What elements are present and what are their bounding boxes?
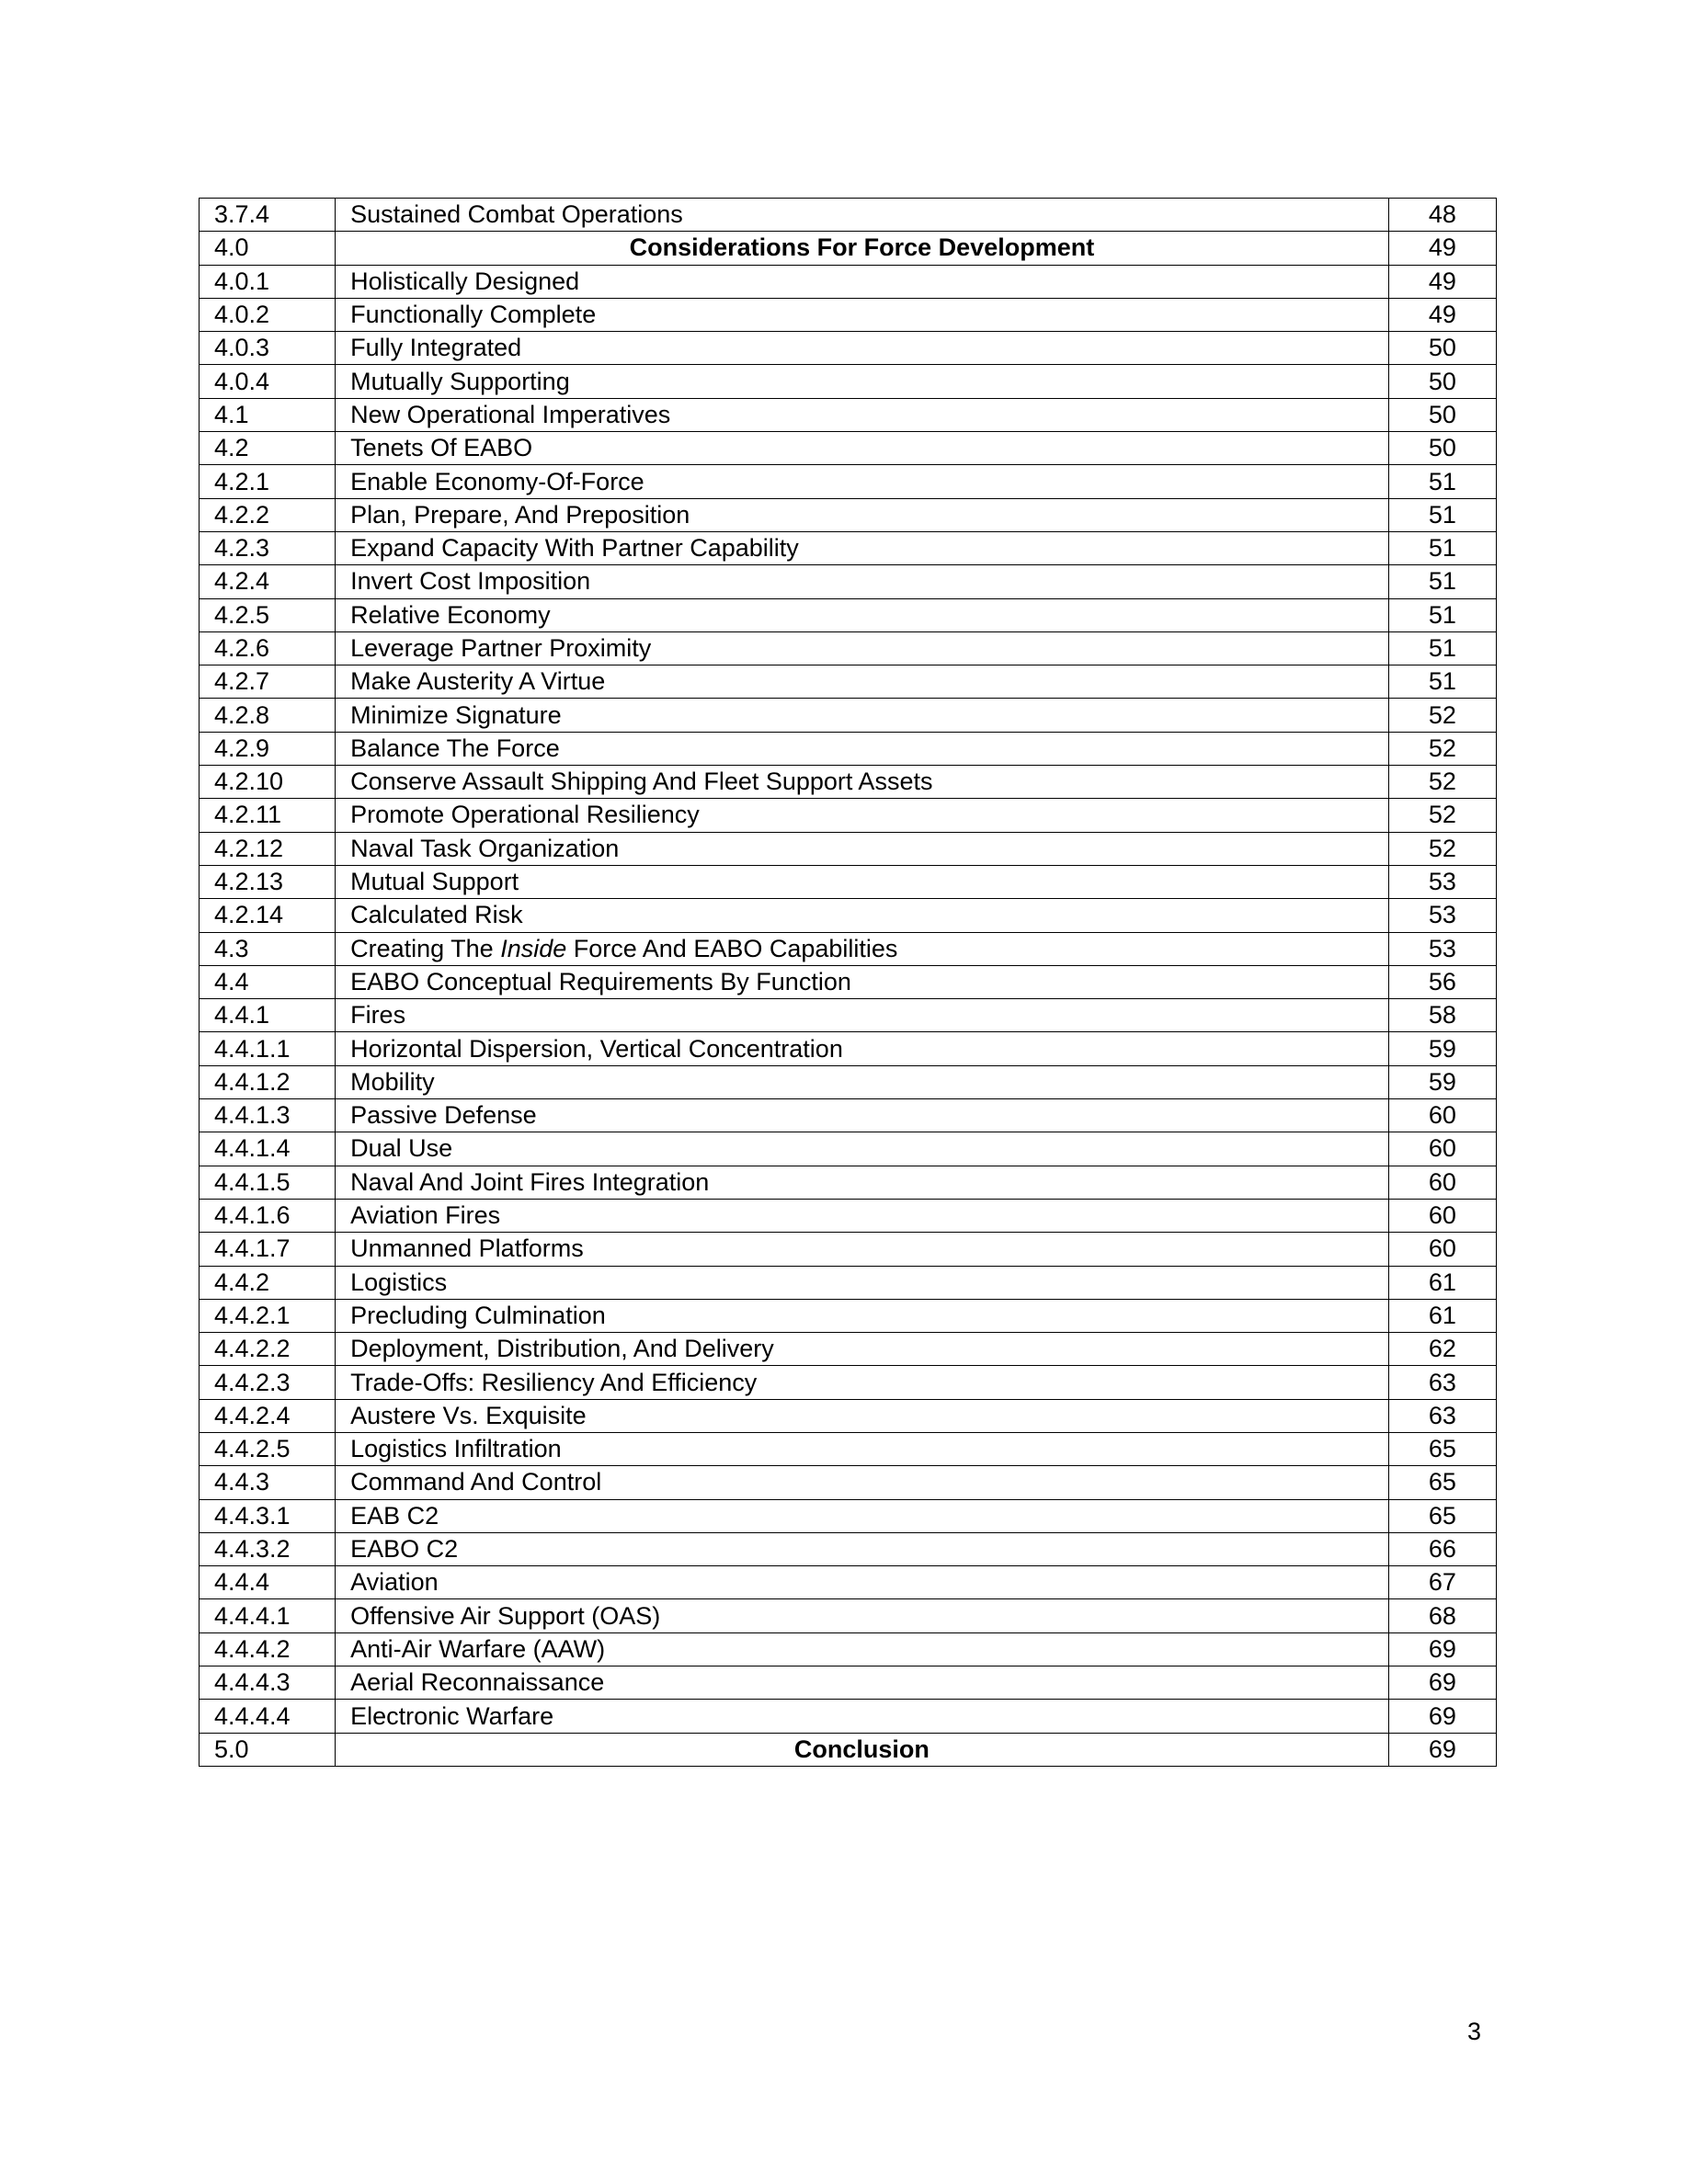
section-number: 4.2.1 [200, 465, 336, 498]
section-number: 4.4.4.4 [200, 1700, 336, 1733]
section-title [336, 865, 1389, 898]
title-text-start: Naval And Joint Fires Integration [350, 1167, 710, 1196]
toc-row [200, 432, 1497, 465]
toc-row [200, 565, 1497, 598]
page-reference: 68 [1388, 1599, 1496, 1632]
toc-row [200, 1599, 1497, 1632]
section-number: 4.4.1.2 [200, 1065, 336, 1098]
title-text-start: Balance The Force [350, 734, 560, 762]
section-title [336, 598, 1389, 631]
title-text-start: Minimize Signature [350, 700, 562, 729]
toc-row [200, 832, 1497, 865]
page-reference: 61 [1388, 1266, 1496, 1299]
toc-row [200, 332, 1497, 365]
toc-row [200, 1099, 1497, 1132]
toc-row [200, 265, 1497, 298]
section-number: 4.4 [200, 965, 336, 998]
title-text-start: Leverage Partner Proximity [350, 634, 652, 662]
title-text-start: Anti-Air Warfare (AAW) [350, 1634, 606, 1663]
section-number: 4.4.2.1 [200, 1299, 336, 1332]
section-title [336, 1566, 1389, 1599]
page-reference: 52 [1388, 699, 1496, 732]
section-title [336, 631, 1389, 665]
title-text-start: Functionally Complete [350, 301, 597, 329]
section-number: 4.4.3 [200, 1466, 336, 1499]
section-title [336, 1099, 1389, 1132]
page-reference: 69 [1388, 1700, 1496, 1733]
title-text-start: Aviation [350, 1568, 439, 1597]
toc-row [200, 1733, 1497, 1766]
section-title [336, 1432, 1389, 1465]
section-number: 4.4.1.4 [200, 1132, 336, 1166]
title-text-start: Unmanned Platforms [350, 1234, 584, 1263]
section-number: 4.4.2.4 [200, 1399, 336, 1432]
toc-row [200, 232, 1497, 265]
section-title [336, 1166, 1389, 1199]
toc-row [200, 365, 1497, 398]
toc-row [200, 465, 1497, 498]
page-reference: 69 [1388, 1666, 1496, 1700]
title-text-start: EABO C2 [350, 1535, 459, 1564]
title-text-start: Mobility [350, 1067, 435, 1096]
section-number: 4.3 [200, 932, 336, 965]
section-number: 4.4.1.6 [200, 1199, 336, 1232]
page-number: 3 [1467, 2018, 1482, 2045]
section-title [336, 732, 1389, 765]
toc-row [200, 531, 1497, 564]
title-text-end: Force And EABO Capabilities [566, 934, 898, 962]
title-text-start: Passive Defense [350, 1101, 537, 1130]
toc-row [200, 1166, 1497, 1199]
toc-row [200, 1632, 1497, 1666]
section-title [336, 565, 1389, 598]
section-number: 3.7.4 [200, 199, 336, 232]
section-number: 4.2.2 [200, 498, 336, 531]
title-text-start: Calculated Risk [350, 901, 523, 929]
title-text-start: New Operational Imperatives [350, 400, 671, 428]
toc-row [200, 965, 1497, 998]
section-number: 4.2.7 [200, 665, 336, 699]
title-text-start: Logistics Infiltration [350, 1435, 562, 1463]
page-reference: 52 [1388, 832, 1496, 865]
toc-row [200, 1266, 1497, 1299]
section-number: 4.4.1 [200, 999, 336, 1032]
page-reference: 59 [1388, 1032, 1496, 1065]
page-reference: 65 [1388, 1466, 1496, 1499]
section-title [336, 1499, 1389, 1532]
toc-row [200, 1532, 1497, 1565]
page-reference: 50 [1388, 332, 1496, 365]
page-reference: 53 [1388, 932, 1496, 965]
section-title [336, 1299, 1389, 1332]
page-reference: 49 [1388, 232, 1496, 265]
title-text-italic: Inside [500, 934, 567, 962]
title-text-start: Holistically Designed [350, 267, 580, 295]
title-text-start: Sustained Combat Operations [350, 200, 683, 229]
toc-row [200, 1199, 1497, 1232]
page-reference: 61 [1388, 1299, 1496, 1332]
page-reference: 65 [1388, 1499, 1496, 1532]
section-title [336, 398, 1389, 431]
section-title [336, 1399, 1389, 1432]
toc-row [200, 298, 1497, 331]
page-reference: 60 [1388, 1233, 1496, 1266]
page-reference: 52 [1388, 766, 1496, 799]
toc-row [200, 699, 1497, 732]
page-reference: 60 [1388, 1166, 1496, 1199]
toc-row [200, 999, 1497, 1032]
title-text-start: Aerial Reconnaissance [350, 1668, 605, 1697]
section-title [336, 1733, 1389, 1766]
section-title [336, 498, 1389, 531]
toc-row [200, 1566, 1497, 1599]
page-reference: 50 [1388, 432, 1496, 465]
section-number: 4.2.10 [200, 766, 336, 799]
toc-body [200, 199, 1497, 1767]
section-title [336, 199, 1389, 232]
section-number: 4.2 [200, 432, 336, 465]
section-number: 4.4.4.3 [200, 1666, 336, 1700]
section-number: 4.4.2 [200, 1266, 336, 1299]
section-number: 4.4.1.7 [200, 1233, 336, 1266]
page-reference: 59 [1388, 1065, 1496, 1098]
toc-row [200, 732, 1497, 765]
toc-row [200, 1233, 1497, 1266]
section-number: 4.0.2 [200, 298, 336, 331]
section-title [336, 699, 1389, 732]
page-reference: 51 [1388, 531, 1496, 564]
toc-row [200, 631, 1497, 665]
section-title [336, 332, 1389, 365]
page-reference: 60 [1388, 1199, 1496, 1232]
section-number: 5.0 [200, 1733, 336, 1766]
section-title [336, 1233, 1389, 1266]
page-reference: 53 [1388, 865, 1496, 898]
page-reference: 67 [1388, 1566, 1496, 1599]
toc-row [200, 1299, 1497, 1332]
section-title [336, 965, 1389, 998]
toc-row [200, 398, 1497, 431]
toc-row [200, 1432, 1497, 1465]
title-text-start: Electronic Warfare [350, 1701, 554, 1730]
section-number: 4.4.4 [200, 1566, 336, 1599]
section-title [336, 1700, 1389, 1733]
title-text-start: Fully Integrated [350, 334, 522, 362]
page-reference: 53 [1388, 899, 1496, 932]
page-reference: 52 [1388, 799, 1496, 832]
title-text-start: Tenets Of EABO [350, 434, 533, 462]
title-text-start: Offensive Air Support (OAS) [350, 1601, 661, 1630]
toc-row [200, 1366, 1497, 1399]
page-reference: 56 [1388, 965, 1496, 998]
toc-row [200, 199, 1497, 232]
section-number: 4.2.12 [200, 832, 336, 865]
section-number: 4.2.3 [200, 531, 336, 564]
section-title [336, 766, 1389, 799]
section-number: 4.2.9 [200, 732, 336, 765]
section-number: 4.2.13 [200, 865, 336, 898]
section-number: 4.2.8 [200, 699, 336, 732]
section-number: 4.0.1 [200, 265, 336, 298]
section-title [336, 365, 1389, 398]
title-text-start: Promote Operational Resiliency [350, 801, 700, 829]
section-title [336, 265, 1389, 298]
section-title [336, 1632, 1389, 1666]
page-reference: 51 [1388, 465, 1496, 498]
title-text-start: Horizontal Dispersion, Vertical Concentration [350, 1034, 843, 1063]
title-text-start: Considerations For Force Development [629, 233, 1095, 262]
title-text-start: EABO Conceptual Requirements By Function [350, 967, 851, 995]
title-text-start: Mutually Supporting [350, 367, 570, 395]
page-reference: 62 [1388, 1333, 1496, 1366]
section-title [336, 1032, 1389, 1065]
page-reference: 63 [1388, 1366, 1496, 1399]
page-reference: 65 [1388, 1432, 1496, 1465]
title-text-start: Mutual Support [350, 868, 519, 896]
toc-row [200, 766, 1497, 799]
section-title [336, 899, 1389, 932]
title-text-start: Logistics [350, 1268, 448, 1296]
section-title [336, 1199, 1389, 1232]
title-text-start: Aviation Fires [350, 1201, 501, 1230]
section-number: 4.2.5 [200, 598, 336, 631]
section-number: 4.4.1.1 [200, 1032, 336, 1065]
section-title [336, 1366, 1389, 1399]
title-text-start: Expand Capacity With Partner Capability [350, 534, 799, 563]
section-title [336, 665, 1389, 699]
title-text-start: Conserve Assault Shipping And Fleet Support Assets [350, 768, 933, 796]
section-title [336, 1132, 1389, 1166]
page-reference: 49 [1388, 265, 1496, 298]
title-text-start: Make Austerity A Virtue [350, 667, 606, 696]
toc-row [200, 665, 1497, 699]
page-reference: 60 [1388, 1132, 1496, 1166]
section-number: 4.0 [200, 232, 336, 265]
section-title [336, 432, 1389, 465]
page-reference: 69 [1388, 1632, 1496, 1666]
title-text-start: Plan, Prepare, And Preposition [350, 500, 690, 529]
toc-row [200, 1399, 1497, 1432]
section-title [336, 999, 1389, 1032]
title-text-start: Enable Economy-Of-Force [350, 467, 644, 495]
toc-row [200, 865, 1497, 898]
title-text-start: Austere Vs. Exquisite [350, 1401, 587, 1429]
section-title [336, 1599, 1389, 1632]
toc-row [200, 932, 1497, 965]
toc-row [200, 1666, 1497, 1700]
page-reference: 66 [1388, 1532, 1496, 1565]
page-reference: 52 [1388, 732, 1496, 765]
page-reference: 50 [1388, 398, 1496, 431]
toc-row [200, 799, 1497, 832]
page-reference: 48 [1388, 199, 1496, 232]
section-number: 4.2.14 [200, 899, 336, 932]
section-title [336, 1466, 1389, 1499]
section-number: 4.4.2.3 [200, 1366, 336, 1399]
section-title [336, 832, 1389, 865]
section-number: 4.4.3.2 [200, 1532, 336, 1565]
page-reference: 60 [1388, 1099, 1496, 1132]
toc-row [200, 598, 1497, 631]
page-reference: 58 [1388, 999, 1496, 1032]
section-title [336, 1532, 1389, 1565]
section-number: 4.0.4 [200, 365, 336, 398]
section-title [336, 1266, 1389, 1299]
title-text-start: Dual Use [350, 1134, 453, 1163]
section-number: 4.0.3 [200, 332, 336, 365]
page-reference: 69 [1388, 1733, 1496, 1766]
section-number: 4.2.4 [200, 565, 336, 598]
page-reference: 51 [1388, 498, 1496, 531]
toc-row [200, 899, 1497, 932]
title-text-start: Trade-Offs: Resiliency And Efficiency [350, 1368, 758, 1396]
section-number: 4.2.6 [200, 631, 336, 665]
table-of-contents [199, 198, 1497, 1767]
section-title [336, 1333, 1389, 1366]
section-title [336, 1666, 1389, 1700]
section-number: 4.4.1.5 [200, 1166, 336, 1199]
page-reference: 50 [1388, 365, 1496, 398]
page-reference: 49 [1388, 298, 1496, 331]
title-text-start: Relative Economy [350, 600, 551, 629]
toc-row [200, 498, 1497, 531]
section-number: 4.4.2.5 [200, 1432, 336, 1465]
toc-row [200, 1065, 1497, 1098]
page-reference: 63 [1388, 1399, 1496, 1432]
section-number: 4.4.4.1 [200, 1599, 336, 1632]
section-title [336, 298, 1389, 331]
title-text-start: Deployment, Distribution, And Delivery [350, 1335, 774, 1363]
title-text-start: Precluding Culmination [350, 1301, 606, 1329]
section-number: 4.2.11 [200, 799, 336, 832]
section-number: 4.4.1.3 [200, 1099, 336, 1132]
section-title [336, 932, 1389, 965]
section-title [336, 799, 1389, 832]
page-reference: 51 [1388, 665, 1496, 699]
toc-row [200, 1032, 1497, 1065]
title-text-start: Creating The [350, 934, 501, 962]
section-title [336, 232, 1389, 265]
toc-row [200, 1700, 1497, 1733]
toc-row [200, 1466, 1497, 1499]
title-text-start: Naval Task Organization [350, 834, 620, 862]
section-title [336, 1065, 1389, 1098]
toc-row [200, 1132, 1497, 1166]
title-text-start: EAB C2 [350, 1501, 439, 1530]
toc-row [200, 1499, 1497, 1532]
section-number: 4.1 [200, 398, 336, 431]
title-text-start: Invert Cost Imposition [350, 567, 591, 596]
page-reference: 51 [1388, 565, 1496, 598]
title-text-start: Fires [350, 1001, 406, 1029]
section-title [336, 531, 1389, 564]
section-title [336, 465, 1389, 498]
section-number: 4.4.2.2 [200, 1333, 336, 1366]
toc-row [200, 1333, 1497, 1366]
page-reference: 51 [1388, 631, 1496, 665]
title-text-start: Command And Control [350, 1468, 602, 1496]
page-reference: 51 [1388, 598, 1496, 631]
title-text-start: Conclusion [793, 1735, 930, 1763]
section-number: 4.4.3.1 [200, 1499, 336, 1532]
section-number: 4.4.4.2 [200, 1632, 336, 1666]
